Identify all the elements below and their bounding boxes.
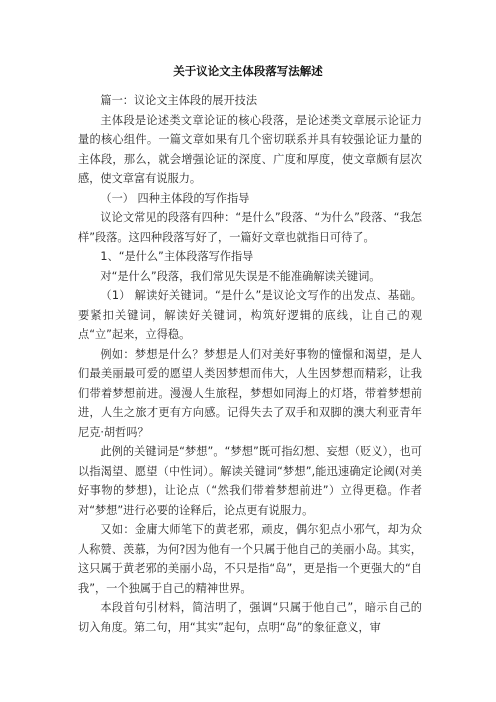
paragraph: 议论文常见的段落有四种：“是什么”段落、“为什么”段落、“我怎样”段落。这四种段落写好了，一篇好文章也就指日可待了。	[78, 211, 422, 244]
document-title: 关于议论文主体段落写法解述	[173, 64, 323, 78]
paragraph: 主体段是论述类文章论证的核心段落，是论述类文章展示论证力量的核心组件。一篇文章如果有几个密切联系并具有较强论证力量的主体段，那么，就会增强论证的深度、广度和厚度，使文章颇有层次感，使文章富有说服力。	[78, 113, 422, 185]
subsection-heading: 1、“是什么”主体段落写作指导	[100, 250, 254, 263]
paragraph: 对“是什么”段落，我们常见失误是不能准确解读关键词。	[100, 269, 381, 283]
subsection-heading: （一） 四种主体段的写作指导	[100, 191, 250, 205]
paragraph: 此例的关键词是“梦想”。“梦想”既可指幻想、妄想（贬义），也可以指渴望、愿望（中性词）。解读关键词“梦想”,能迅速确定论阈(对美好事物的梦想)，让论点（“然我们带着梦想前进”）立得更稳。作者对“梦想”进行必要的诠释后，论点更有说服力。	[78, 445, 422, 517]
section-heading: 篇一：议论文主体段的展开技法	[100, 94, 258, 107]
paragraph: 本段首句引材料，简洁明了，强调“只属于他自己”，暗示自己的切入角度。第二句，用“其实”起句，点明“岛”的象征意义，审	[78, 601, 422, 634]
paragraph: 例如：梦想是什么？梦想是人们对美好事物的憧憬和渴望，是人们最美丽最可爱的愿望人类因梦想而伟大，人生因梦想而精彩，让我们带着梦想前进。漫漫人生旅程，梦想如同海上的灯塔，带着梦想前进，人生之旅才更有方向感。记得失去了双手和双脚的澳大利亚青年尼克·胡哲吗？	[78, 347, 422, 439]
document-body	[78, 91, 422, 637]
paragraph: 又如：金庸大师笔下的黄老邪，顽皮，偶尔犯点小邪气，却为众人称赞、羡慕，为何?因为他有一个只属于他自己的美丽小岛。其实，这只属于黄老邪的美丽小岛，不只是指“岛”，更是指一个更强大的“自我”，一个独属于自己的精神世界。	[78, 523, 422, 595]
paragraph: （1） 解读好关键词。“是什么”是议论文写作的出发点、基础。要紧扣关键词，解读好关键词，构筑好逻辑的底线，让自己的观点“立”起来，立得稳。	[78, 289, 422, 341]
